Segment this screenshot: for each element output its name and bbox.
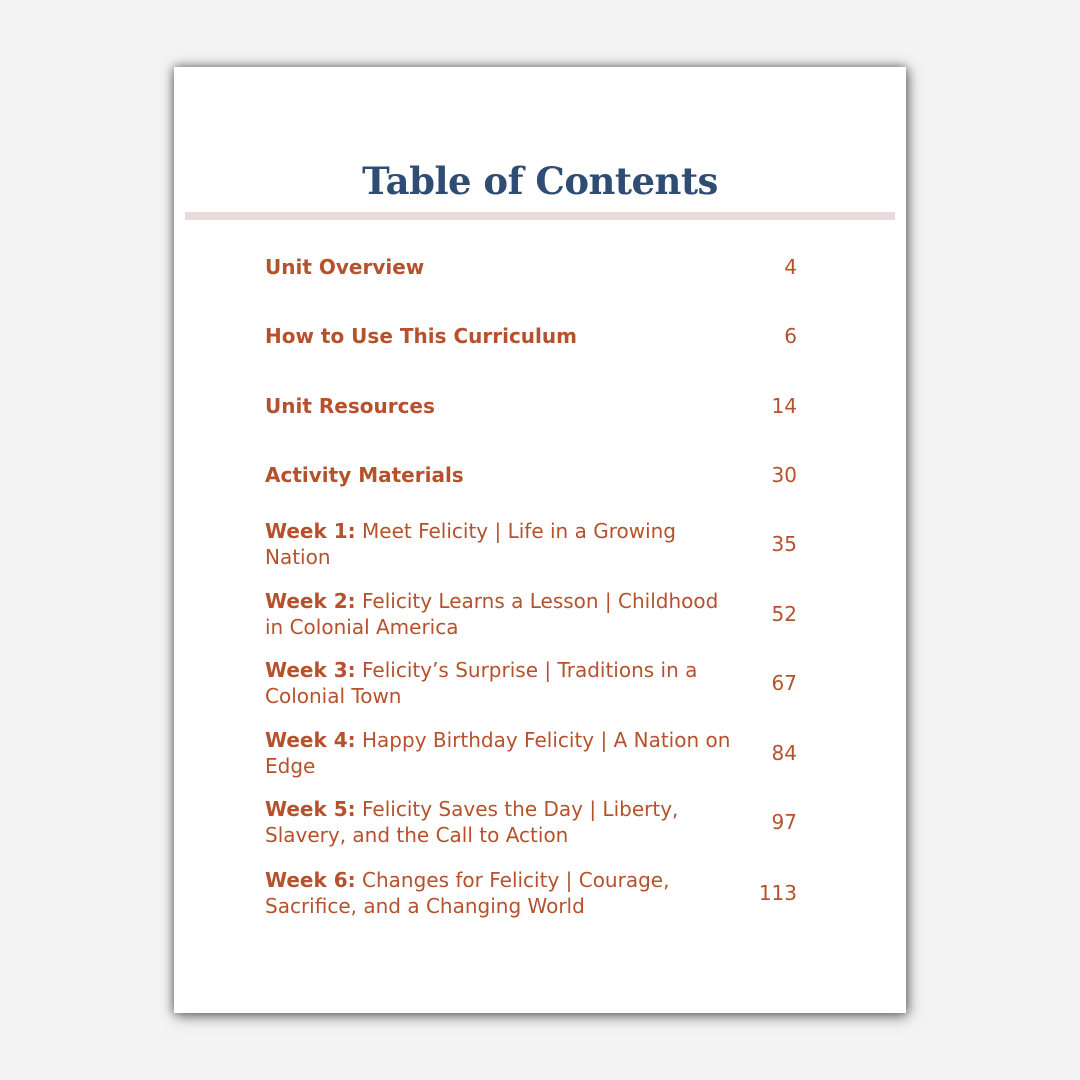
- toc-entry-page: 67: [771, 671, 797, 695]
- toc-entry-page: 84: [771, 741, 797, 765]
- week-label: Week 3:: [265, 658, 356, 682]
- toc-entry-page: 113: [758, 881, 797, 905]
- toc-entry-how-to-use[interactable]: [265, 306, 805, 366]
- week-title: Happy Birthday Felicity | A Nation on Edge: [265, 728, 731, 778]
- toc-entry-page: 6: [784, 324, 797, 348]
- week-label: Week 1:: [265, 519, 356, 543]
- page-title: Table of Contents: [362, 159, 718, 203]
- toc-entry-week-3[interactable]: [265, 653, 805, 713]
- toc-entry-unit-resources[interactable]: [265, 376, 805, 436]
- toc-entry-title: [265, 796, 735, 848]
- toc-entry-page: 30: [771, 463, 797, 487]
- week-title: Felicity Learns a Lesson | Childhood in Colonial America: [265, 589, 719, 639]
- toc-entry-title: [265, 588, 735, 640]
- toc-entry-page: 4: [784, 255, 797, 279]
- toc-entry-title: [265, 867, 735, 919]
- week-title: Felicity’s Surprise | Traditions in a Colonial Town: [265, 658, 698, 708]
- toc-entry-page: 52: [771, 602, 797, 626]
- week-label: Week 2:: [265, 589, 356, 613]
- toc-entry-activity-materials[interactable]: [265, 445, 805, 505]
- toc-entry-page: 14: [771, 394, 797, 418]
- week-label: Week 4:: [265, 728, 356, 752]
- document-page: [174, 67, 906, 1013]
- toc-entry-page: 35: [771, 532, 797, 556]
- toc-entry-title: Unit Overview: [265, 255, 425, 279]
- week-label: Week 6:: [265, 868, 356, 892]
- title-divider: [185, 212, 895, 220]
- toc-entry-week-5[interactable]: [265, 792, 805, 852]
- toc-entry-title: [265, 518, 735, 570]
- week-title: Meet Felicity | Life in a Growing Nation: [265, 519, 676, 569]
- toc-entry-title: [265, 657, 735, 709]
- week-title: Changes for Felicity | Courage, Sacrifice, and a Changing World: [265, 868, 670, 918]
- toc-entry-week-1[interactable]: [265, 514, 805, 574]
- toc-entry-unit-overview[interactable]: [265, 237, 805, 297]
- toc-entry-page: 97: [771, 810, 797, 834]
- toc-entry-title: How to Use This Curriculum: [265, 324, 577, 348]
- toc-entry-week-4[interactable]: [265, 723, 805, 783]
- week-label: Week 5:: [265, 797, 356, 821]
- toc-entry-week-6[interactable]: [265, 863, 805, 923]
- week-title: Felicity Saves the Day | Liberty, Slavery, and the Call to Action: [265, 797, 679, 847]
- toc-entry-title: Activity Materials: [265, 463, 464, 487]
- toc-entry-week-2[interactable]: [265, 584, 805, 644]
- toc-entry-title: Unit Resources: [265, 394, 435, 418]
- toc-entry-title: [265, 727, 735, 779]
